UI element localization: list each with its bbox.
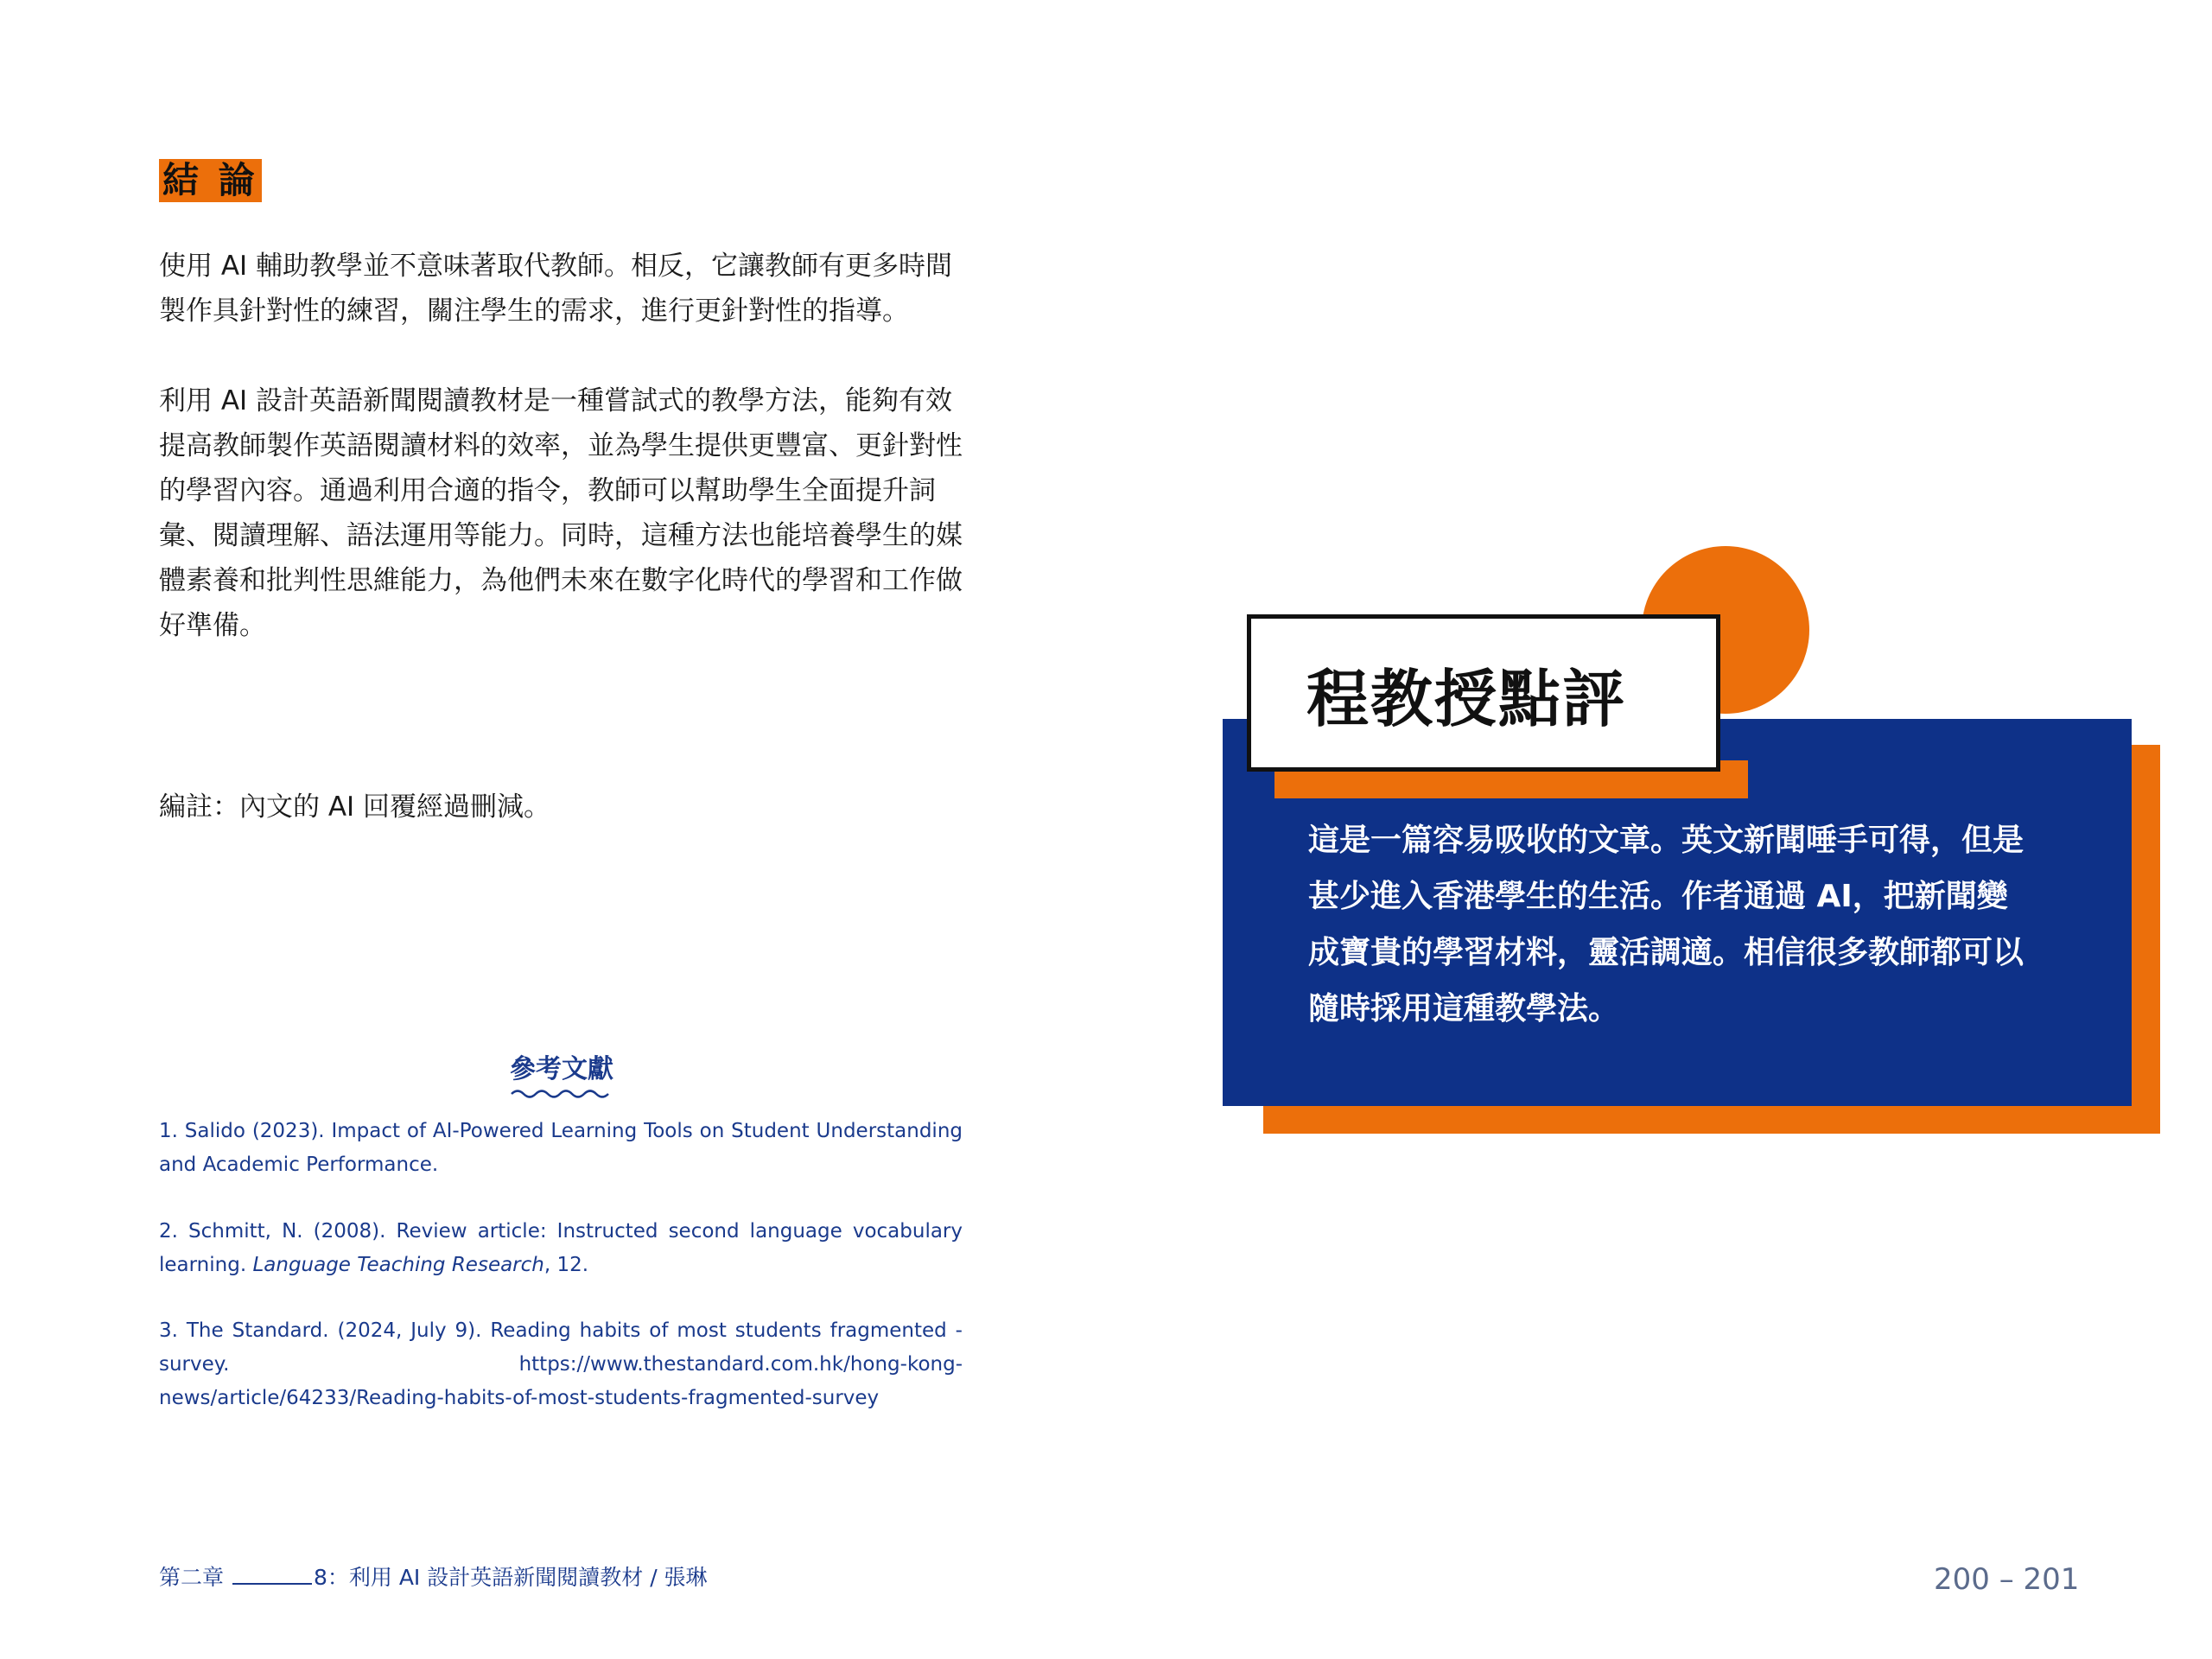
conclusion-heading: 結 論 [159, 159, 262, 202]
reference-text: , 12. [543, 1254, 589, 1276]
references-title: 參考文獻 [510, 1054, 613, 1084]
editor-note: 編註：內文的 AI 回覆經過刪減。 [159, 791, 551, 823]
footer-chapter: 第二章 [159, 1565, 225, 1590]
footer-title: 8：利用 AI 設計英語新聞閱讀教材 / 張琳 [313, 1565, 708, 1590]
review-title: 程教授點評 [1306, 663, 1627, 735]
footer-rule [232, 1562, 312, 1585]
review-comment: 這是一篇容易吸收的文章。英文新聞唾手可得，但是甚少進入香港學生的生活。作者通過 AI，把新聞變成寶貴的學習材料，靈活調適。相信很多教師都可以隨時採用這種教學法。 [1308, 823, 2024, 1027]
reference-item: 1. Salido (2023). Impact of AI-Powered Learning Tools on Student Understanding and Academic Performance. [159, 1120, 963, 1176]
conclusion-paragraph-1: 使用 AI 輔助教學並不意味著取代教師。相反，它讓教師有更多時間製作具針對性的練習，關注學生的需求，進行更針對性的指導。 [159, 251, 953, 327]
page-numbers: 200 – 201 [1934, 1562, 2080, 1597]
reference-journal: Language Teaching Research [252, 1254, 544, 1276]
reference-item: 3. The Standard. (2024, July 9). Reading habits of most students fragmented - survey. https://www.thestandard.com.hk/hong-kong-news/article/64233/Reading-habits-of-most-students-fragmented-survey [159, 1319, 963, 1409]
running-footer [159, 1562, 708, 1593]
reference-item [159, 1215, 963, 1282]
wavy-underline-icon [510, 1087, 613, 1101]
reference-text: 2. Schmitt, N. (2008). Review article: Instructed second language vocabulary learning. [159, 1220, 963, 1276]
conclusion-paragraph-2: 利用 AI 設計英語新聞閱讀教材是一種嘗試式的教學方法，能夠有效提高教師製作英語閱讀材料的效率，並為學生提供更豐富、更針對性的學習內容。通過利用合適的指令，教師可以幫助學生全面提升詞彙、閱讀理解、語法運用等能力。同時，這種方法也能培養學生的媒體素養和批判性思維能力，為他們未來在數字化時代的學習和工作做好準備。 [159, 385, 963, 641]
